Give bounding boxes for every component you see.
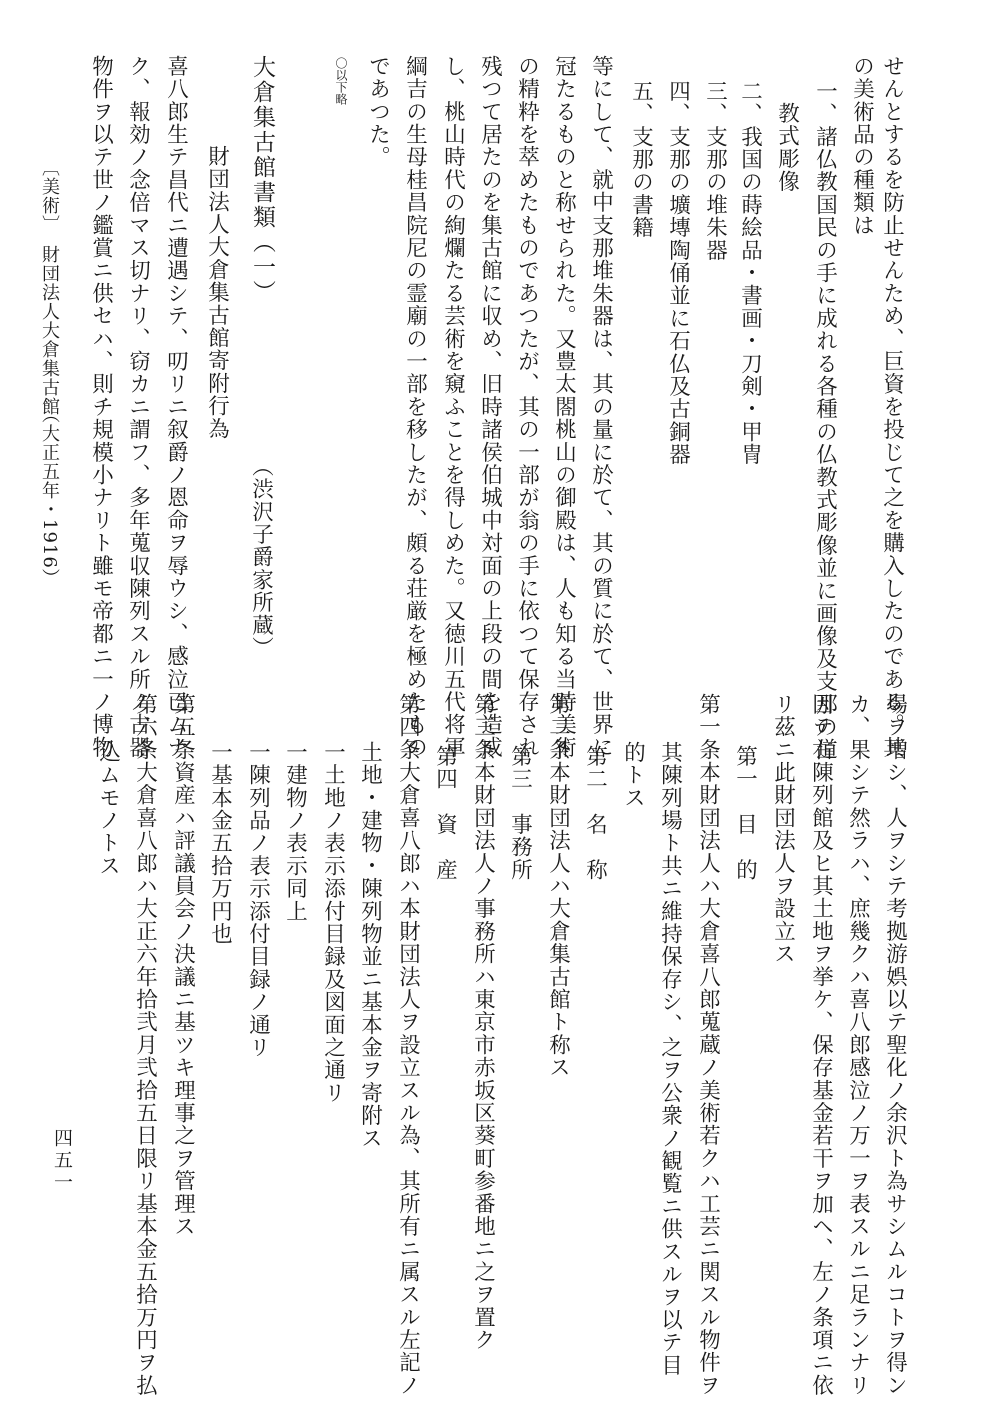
list-item: 三、支那の堆朱器	[702, 80, 728, 262]
text-line: 冠たるものと称せられた。又豊太閤桃山の御殿は、人も知る当時美術	[551, 55, 577, 759]
page-number: 四五一	[51, 1128, 73, 1194]
article-line: 第四条大倉喜八郎ハ本財団法人ヲ設立スル為、其所有ニ属スル左記ノ	[395, 693, 421, 1397]
text-line: 綱吉の生母桂昌院尼の霊廟の一部を移したが、頗る荘厳を極めたもの	[402, 55, 428, 759]
era-label: （大正五年・1916）	[39, 405, 60, 588]
text-line: リ茲ニ此財団法人ヲ設立ス	[770, 693, 796, 966]
article-line: 第五条資産ハ評議員会ノ決議ニ基ツキ理事之ヲ管理ス	[170, 693, 196, 1238]
text-line: 残つて居たのを集古館に収め、旧時諸侯伯城中対面の上段の間を造成	[477, 55, 503, 759]
document-subtitle: 財団法人大倉集古館寄附行為	[204, 145, 230, 441]
text-line: の精粋を萃めたものであつたが、其の一部が翁の手に依つて保存され	[514, 55, 540, 759]
list-item: 一陳列品ノ表示添付目録ノ通リ	[245, 741, 271, 1059]
list-item: 一土地ノ表示添付目録及図面之通リ	[320, 741, 346, 1105]
text-line: 教式彫像	[774, 102, 800, 193]
section-label: 〔美術〕	[39, 158, 60, 234]
article-line: 第一条本財団法人ハ大倉喜八郎蒐蔵ノ美術若クハ工芸ニ関スル物件ヲ	[695, 693, 721, 1397]
list-item: 一基本金五拾万円也	[207, 741, 233, 946]
text-line: の美術品の種類は	[849, 55, 875, 237]
list-item: 四、支那の壙塼陶俑並に石仏及古銅器	[665, 80, 691, 466]
article-line: 第六条大倉喜八郎ハ大正六年拾弐月弐拾五日限リ基本金五拾万円ヲ払	[132, 693, 158, 1397]
section-heading: 第二 名 称	[582, 745, 608, 882]
article-line: 土地・建物・陳列物並ニ基本金ヲ寄附ス	[357, 741, 383, 1150]
article-line: 第二条本財団法人ハ大倉集古館ト称ス	[545, 693, 571, 1079]
section-heading: 第一 目 的	[732, 745, 758, 882]
text-line: 場ヲ増シ、人ヲシテ考拠游娯以テ聖化ノ余沢ト為サシムルコトヲ得ン	[882, 693, 908, 1397]
text-line: 喜八郎生テ昌代ニ遭遇シテ、叨リニ叙爵ノ恩命ヲ辱ウシ、感泣已ムナ	[163, 55, 189, 759]
text-line: し、桃山時代の絢爛たる芸術を窺ふことを得しめた。又徳川五代将軍	[440, 55, 466, 759]
list-item: 二、我国の蒔絵品・書画・刀剣・甲冑	[737, 80, 763, 466]
article-line: 的トス	[620, 741, 646, 810]
text-line: 等にして、就中支那堆朱器は、其の量に於て、其の質に於て、世界に	[588, 55, 614, 759]
text-line: カ、果シテ然ラハ、庶幾クハ喜八郎感泣ノ万一ヲ表スルニ足ランナリ	[845, 693, 871, 1397]
section-heading: 第三 事務所	[507, 745, 533, 882]
text-line: ク、報効ノ念倍マス切ナリ、窃カニ謂フ、多年蒐収陳列スル所ノ古器	[125, 55, 151, 759]
text-line: 物件ヲ以テ世ノ鑑賞ニ供セハ、則チ規模小ナリト雖モ帝都ニ一ノ博物	[88, 55, 114, 759]
article-line: 其陳列場ト共ニ維持保存シ、之ヲ公衆ノ観覧ニ供スルヲ以テ目	[657, 741, 683, 1377]
list-item: 五、支那の書籍	[628, 80, 654, 239]
owner-note: （渋沢子爵家所蔵）	[248, 455, 274, 660]
text-line: 一、諸仏教国民の手に成れる各種の仏教式彫像並に画像及支那の道	[812, 80, 838, 761]
text-line: せんとするを防止せんため、巨資を投じて之を購入したのである。其	[879, 55, 905, 759]
organization-name: 財団法人大倉集古館	[39, 245, 60, 416]
abbreviation-note: 〇以下略	[334, 57, 348, 105]
article-line: 込ムモノトス	[95, 741, 121, 878]
article-line: 第三条本財団法人ノ事務所ハ東京市赤坂区葵町参番地ニ之ヲ置ク	[470, 693, 496, 1352]
document-title: 大倉集古館書類（一）	[249, 55, 275, 305]
text-line: 因テ右陳列館及ヒ其土地ヲ挙ケ、保存基金若干ヲ加ヘ、左ノ条項ニ依	[808, 693, 834, 1397]
list-item: 一建物ノ表示同上	[282, 741, 308, 923]
text-line: であつた。	[365, 55, 391, 169]
section-heading: 第四 資 産	[432, 745, 458, 882]
